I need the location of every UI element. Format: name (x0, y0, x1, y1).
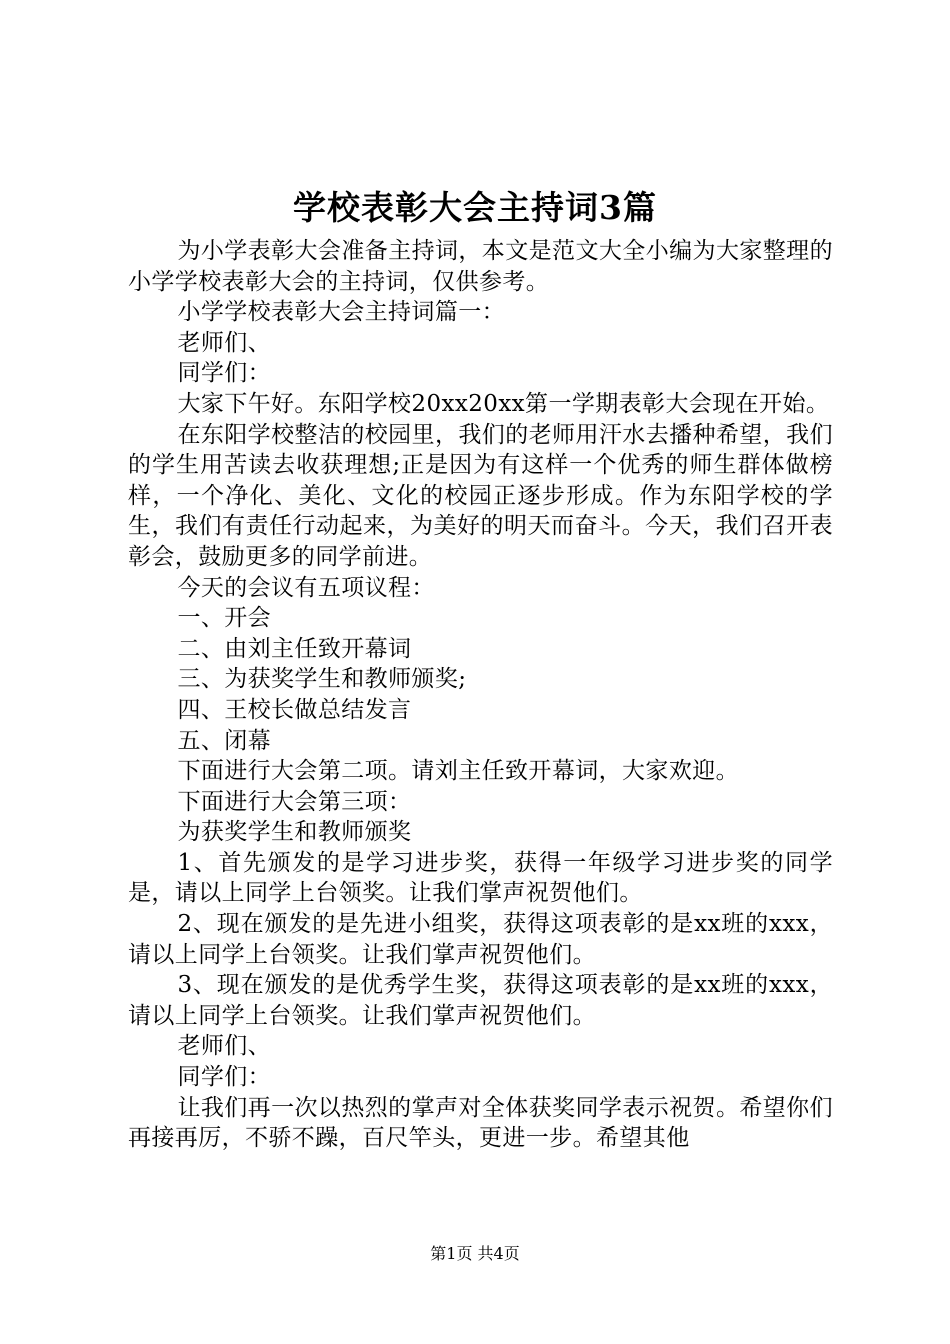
agenda-item: 五、闭幕 (177, 727, 272, 754)
paragraph: 同学们： (177, 360, 272, 387)
agenda-item: 四、王校长做总结发言 (177, 696, 412, 723)
paragraph: 大家下午好。东阳学校20xx20xx第一学期表彰大会现在开始。 (177, 390, 830, 417)
paragraph: 为获奖学生和教师颁奖 (177, 819, 412, 846)
award-paragraph: 2、现在颁发的是先进小组奖，获得这项表彰的是xx班的xxx，请以上同学上台领奖。让我们掌声祝贺他们。 (128, 911, 833, 968)
award-paragraph: 3、现在颁发的是优秀学生奖，获得这项表彰的是xx班的xxx，请以上同学上台领奖。让我们掌声祝贺他们。 (128, 972, 833, 1029)
document-title: 学校表彰大会主持词3篇 (293, 188, 657, 227)
agenda-item: 二、由刘主任致开幕词 (177, 635, 412, 662)
page-number: 第1页 共4页 (430, 1244, 520, 1263)
paragraph: 在东阳学校整洁的校园里，我们的老师用汗水去播种希望，我们的学生用苦读去收获理想;正是因为有这样一个优秀的师生群体做榜样，一个净化、美化、文化的校园正逐步形成。作为东阳学校的学生，我们有责任行动起来，为美好的明天而奋斗。今天，我们召开表彰会，鼓励更多的同学前进。 (128, 421, 833, 570)
paragraph: 同学们： (177, 1064, 272, 1091)
paragraph: 老师们、 (177, 329, 272, 356)
paragraph: 为小学表彰大会准备主持词，本文是范文大全小编为大家整理的小学学校表彰大会的主持词，仅供参考。 (128, 238, 833, 295)
paragraph: 老师们、 (177, 1033, 272, 1060)
paragraph: 下面进行大会第三项： (177, 788, 412, 815)
document-body (128, 236, 833, 1154)
agenda-item: 三、为获奖学生和教师颁奖; (177, 666, 467, 693)
agenda-item: 一、开会 (177, 605, 272, 632)
paragraph: 今天的会议有五项议程： (177, 574, 435, 601)
paragraph: 让我们再一次以热烈的掌声对全体获奖同学表示祝贺。希望你们再接再厉，不骄不躁，百尺竿头，更进一步。希望其他 (128, 1094, 833, 1152)
award-paragraph: 1、首先颁发的是学习进步奖，获得一年级学习进步奖的同学是，请以上同学上台领奖。让我们掌声祝贺他们。 (128, 849, 833, 907)
paragraph: 小学学校表彰大会主持词篇一： (177, 299, 506, 326)
paragraph: 下面进行大会第二项。请刘主任致开幕词，大家欢迎。 (177, 758, 740, 785)
